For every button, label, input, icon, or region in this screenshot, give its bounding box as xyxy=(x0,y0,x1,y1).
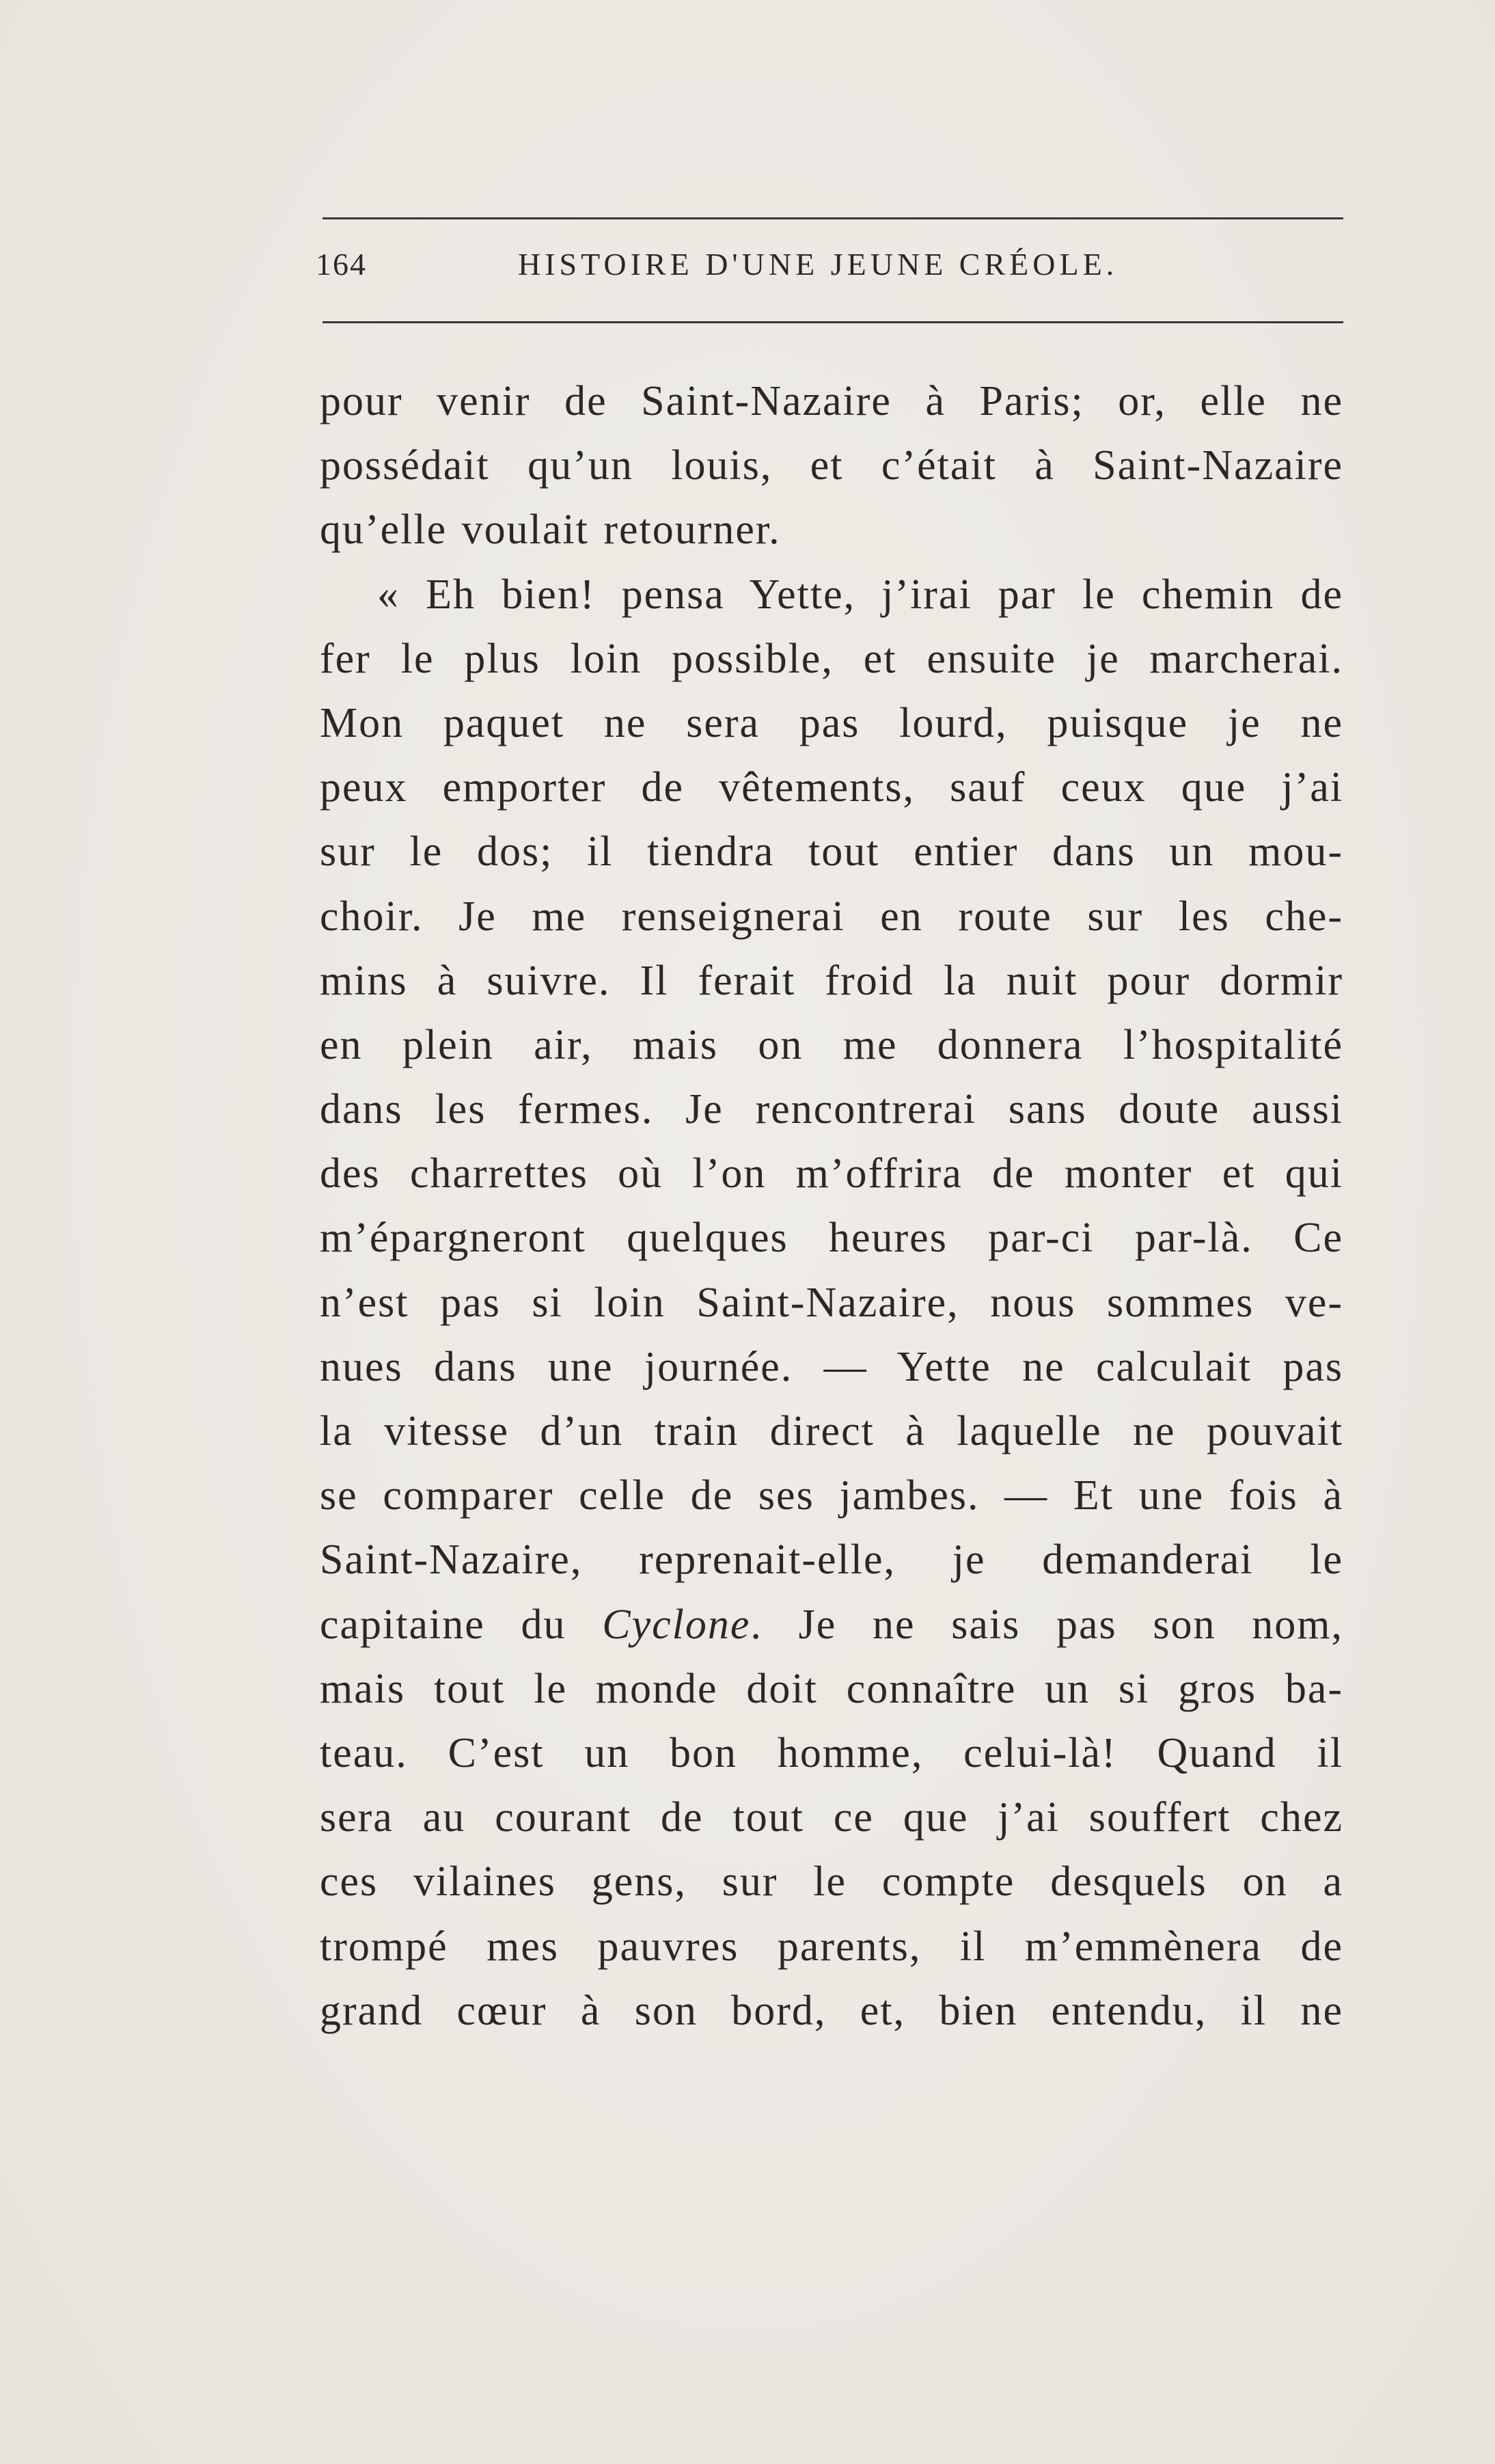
text-line: ces vilaines gens, sur le compte desquels on a xyxy=(320,1858,1343,1906)
text-line: peux emporter de vêtements, sauf ceux que j’ai xyxy=(320,764,1343,811)
line-segment: . Je ne sais pas son nom, xyxy=(750,1601,1343,1648)
text-line: possédait qu’un louis, et c’était à Saint-Nazaire xyxy=(320,442,1343,489)
ship-name: Cyclone xyxy=(602,1601,751,1648)
text-line: se comparer celle de ses jambes. — Et une fois à xyxy=(320,1472,1343,1519)
text-line: trompé mes pauvres parents, il m’emmènera de xyxy=(320,1923,1343,1970)
text-line-with-italic xyxy=(320,1593,1343,1657)
text-line: n’est pas si loin Saint-Nazaire, nous sommes ve- xyxy=(320,1279,1343,1326)
body-text xyxy=(320,369,1343,2043)
text-line: en plein air, mais on me donnera l’hospitalité xyxy=(320,1021,1343,1068)
running-title: HISTOIRE D'UNE JEUNE CRÉOLE. xyxy=(518,247,1119,282)
text-line: Saint-Nazaire, reprenait-elle, je demanderai le xyxy=(320,1536,1343,1584)
text-line: choir. Je me renseignerai en route sur les che- xyxy=(320,893,1343,940)
header-rule-bottom xyxy=(323,321,1343,323)
text-line: sur le dos; il tiendra tout entier dans un mou- xyxy=(320,828,1343,876)
line-segment: capitaine du xyxy=(320,1601,603,1648)
text-line: m’épargneront quelques heures par-ci par-là. Ce xyxy=(320,1215,1343,1262)
text-line: mais tout le monde doit connaître un si gros ba- xyxy=(320,1665,1343,1712)
text-line: qu’elle voulait retourner. xyxy=(320,506,781,554)
text-line: dans les fermes. Je rencontrerai sans doute aussi xyxy=(320,1086,1343,1133)
text-line: « Eh bien! pensa Yette, j’irai par le chemin de xyxy=(377,571,1343,618)
text-line: fer le plus loin possible, et ensuite je marcherai. xyxy=(320,635,1343,682)
text-line: des charrettes où l’on m’offrira de monter et qui xyxy=(320,1150,1343,1197)
text-line: pour venir de Saint-Nazaire à Paris; or, elle ne xyxy=(320,378,1343,424)
text-line: nues dans une journée. — Yette ne calculait pas xyxy=(320,1343,1343,1390)
text-line: la vitesse d’un train direct à laquelle ne pouvait xyxy=(320,1408,1343,1454)
text-line: mins à suivre. Il ferait froid la nuit pour dormir xyxy=(320,957,1343,1004)
page-number: 164 xyxy=(316,247,367,282)
text-line: sera au courant de tout ce que j’ai souffert chez xyxy=(320,1794,1343,1841)
running-head xyxy=(316,246,1343,294)
text-line: Mon paquet ne sera pas lourd, puisque je ne xyxy=(320,699,1343,746)
text-line: grand cœur à son bord, et, bien entendu, il ne xyxy=(320,1987,1343,2034)
text-line: teau. C’est un bon homme, celui-là! Quand il xyxy=(320,1729,1343,1776)
header-rule-top xyxy=(323,217,1343,219)
